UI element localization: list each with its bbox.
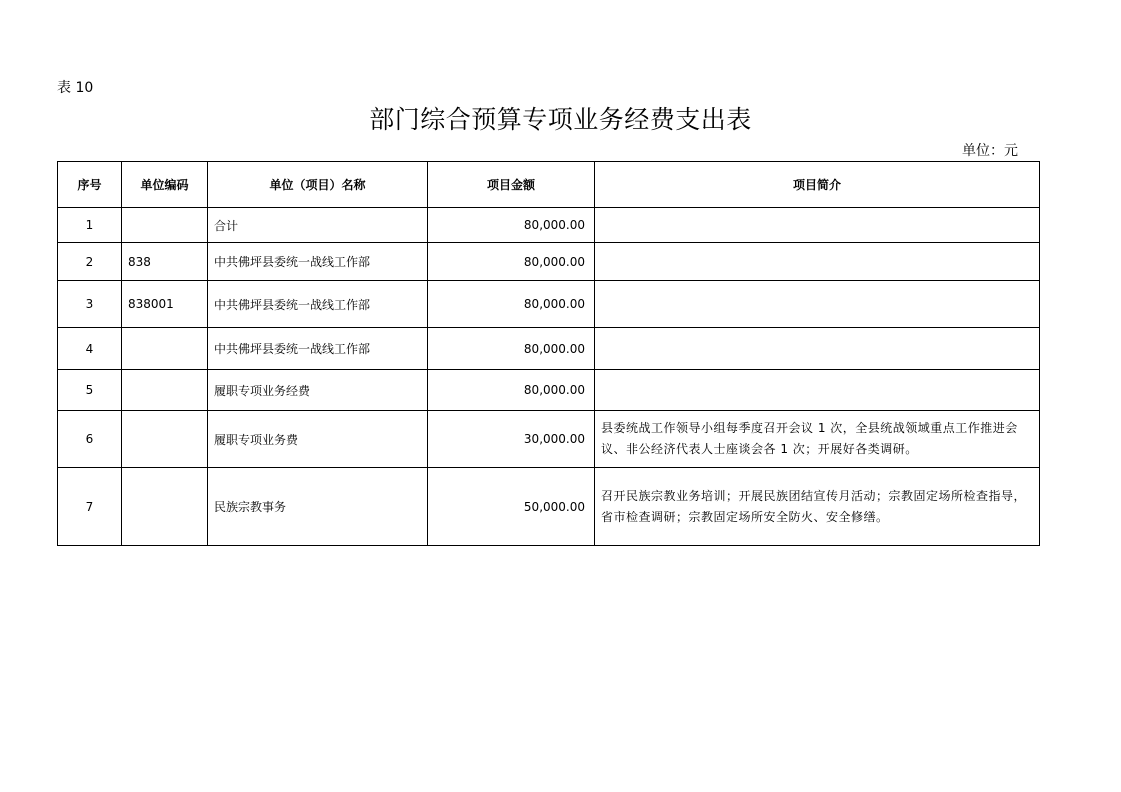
cell-seq: 1 (58, 208, 122, 243)
col-header-unit-code: 单位编码 (122, 162, 208, 208)
page-title: 部门综合预算专项业务经费支出表 (369, 105, 752, 134)
cell-seq: 6 (58, 411, 122, 468)
col-header-seq: 序号 (58, 162, 122, 208)
cell-seq: 5 (58, 370, 122, 411)
cell-seq: 7 (58, 468, 122, 546)
cell-unit-name: 中共佛坪县委统一战线工作部 (208, 328, 428, 370)
cell-unit-code: 838001 (122, 281, 208, 328)
table-row (58, 370, 1040, 411)
cell-description (595, 328, 1040, 370)
col-header-description: 项目简介 (595, 162, 1040, 208)
col-header-amount: 项目金额 (428, 162, 595, 208)
cell-unit-code (122, 468, 208, 546)
table-row (58, 328, 1040, 370)
cell-unit-name: 中共佛坪县委统一战线工作部 (208, 243, 428, 281)
cell-description (595, 281, 1040, 328)
cell-unit-name: 中共佛坪县委统一战线工作部 (208, 281, 428, 328)
cell-unit-code (122, 370, 208, 411)
cell-unit-name: 履职专项业务经费 (208, 370, 428, 411)
cell-amount: 30,000.00 (428, 411, 595, 468)
cell-unit-code (122, 208, 208, 243)
cell-amount: 80,000.00 (428, 281, 595, 328)
budget-table (57, 161, 1040, 546)
cell-description (595, 208, 1040, 243)
cell-amount: 80,000.00 (428, 370, 595, 411)
col-header-unit-name: 单位（项目）名称 (208, 162, 428, 208)
cell-unit-code (122, 328, 208, 370)
table-row (58, 468, 1040, 546)
table-row (58, 243, 1040, 281)
cell-seq: 4 (58, 328, 122, 370)
cell-unit-code (122, 411, 208, 468)
cell-unit-name: 履职专项业务费 (208, 411, 428, 468)
cell-unit-name: 民族宗教事务 (208, 468, 428, 546)
table-row (58, 411, 1040, 468)
cell-amount: 80,000.00 (428, 243, 595, 281)
unit-note: 单位：元 (962, 143, 1018, 159)
table-number-label: 表 10 (57, 80, 94, 96)
cell-description: 县委统战工作领导小组每季度召开会议 1 次，全县统战领域重点工作推进会议、非公经济代表人士座谈会各 1 次；开展好各类调研。 (595, 411, 1040, 468)
table-row (58, 208, 1040, 243)
cell-seq: 3 (58, 281, 122, 328)
table-header-row (58, 162, 1040, 208)
cell-description (595, 370, 1040, 411)
cell-amount: 80,000.00 (428, 328, 595, 370)
cell-amount: 80,000.00 (428, 208, 595, 243)
cell-description: 召开民族宗教业务培训；开展民族团结宣传月活动；宗教固定场所检查指导，省市检查调研；宗教固定场所安全防火、安全修缮。 (595, 468, 1040, 546)
cell-seq: 2 (58, 243, 122, 281)
table-row (58, 281, 1040, 328)
cell-amount: 50,000.00 (428, 468, 595, 546)
cell-unit-code: 838 (122, 243, 208, 281)
cell-unit-name: 合计 (208, 208, 428, 243)
cell-description (595, 243, 1040, 281)
